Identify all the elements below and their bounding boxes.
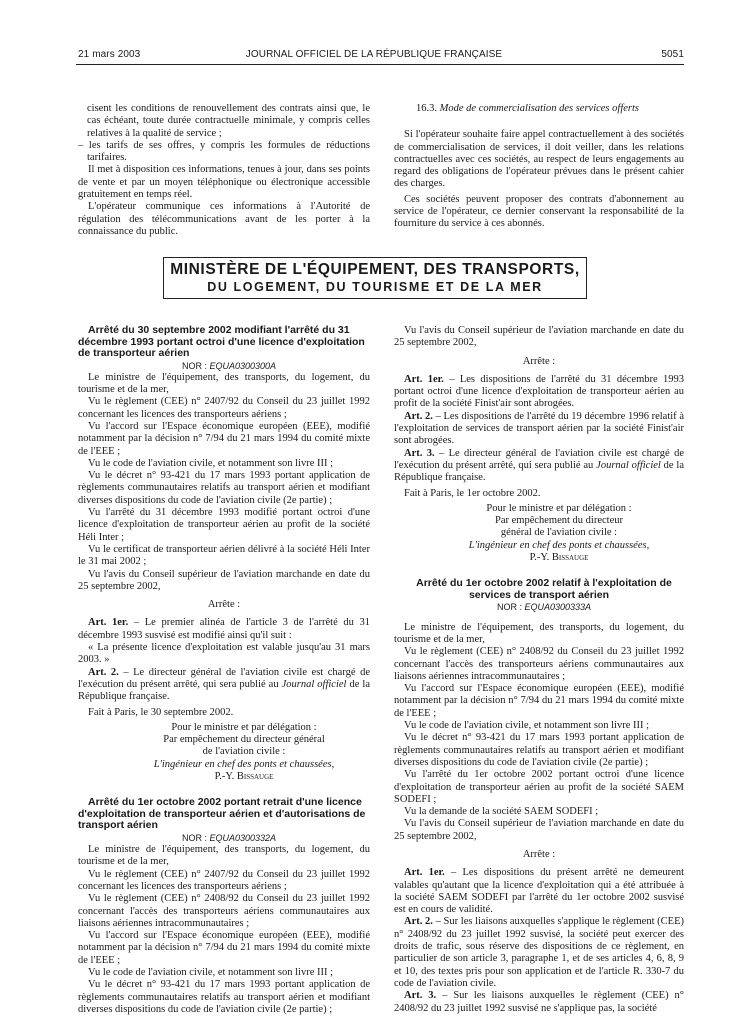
paragraph: Vu l'accord sur l'Espace économique européen (EEE), modifié notamment par la décision n° 7/94 du 21 mars 1994 du comité mixte de l'EEE ; [78,930,370,966]
signature-line: Par empêchement du directeur général [163,734,325,746]
ministry-line-1: MINISTÈRE DE L'ÉQUIPEMENT, DES TRANSPORTS, [170,261,580,278]
paragraph: Le ministre de l'équipement, des transports, du logement, du tourisme et de la mer, [78,371,370,396]
signatory-name: P.-Y. Bissauge [529,552,589,564]
signature-line: de l'aviation civile : [202,746,286,758]
paragraph: Vu le règlement (CEE) n° 2407/92 du Conseil du 23 juillet 1992 concernant les licences des transporteurs aériens ; [78,868,370,892]
paragraph: Vu le décret n° 93-421 du 17 mars 1993 portant application de règlements communautaires relatifs au transport aérien et modifiant diverses dispositions du code de l'aviation civile (2e partie) ; [394,732,684,768]
signatory-name: P.-Y. Bissauge [214,771,274,782]
paragraph: Vu l'avis du Conseil supérieur de l'aviation marchande en date du 25 septembre 2002, [78,568,370,592]
header-rule [76,64,684,65]
paragraph: Vu l'avis du Conseil supérieur de l'aviation marchande en date du 25 septembre 2002, [394,818,684,842]
paragraph: cisent les conditions de renouvellement des contrats ainsi que, le cas échéant, toute durée contractuelle minimale, y compris celles relatives à la qualité de service ; [87,103,370,139]
paragraph: Vu le code de l'aviation civile, et notamment son livre III ; [404,720,650,732]
paragraph: Vu le règlement (CEE) n° 2408/92 du Conseil du 23 juillet 1992 concernant l'accès des transporteurs aériens communautaires aux liaisons aériennes intracommunautaires ; [78,893,370,929]
paragraph: Vu l'arrêté du 31 décembre 1993 modifié portant octroi d'une licence d'exploitation de transporteur aérien au profit de la société Héli Inter ; [78,507,370,543]
article-2 [394,916,684,990]
fait-a-paris: Fait à Paris, le 1er octobre 2002. [404,487,541,499]
arrete-1-nor [78,360,370,372]
top-right-column [394,103,684,231]
journal-officiel-ref: Journal officiel [281,678,347,690]
paragraph: Il met à disposition ces informations, tenues à jour, dans ses points de vente et par un moyen téléphonique ou électronique accessible gratuitement en temps réel. [78,164,370,201]
header-page-number: 5051 [661,49,684,60]
paragraph: Ces sociétés peuvent proposer des contrats d'abonnement au service de l'opérateur, ce dernier conservant la responsabilité de la fourniture du service à ces abonnés. [394,193,684,230]
paragraph: Vu le règlement (CEE) n° 2408/92 du Conseil du 23 juillet 1992 concernant l'accès des transporteurs aériens communautaires aux liaisons aériennes intracommunautaires ; [394,646,684,682]
article-1 [78,617,370,642]
arrete-heading: Arrête : [522,355,556,367]
article-3 [394,990,684,1015]
arrete-2-nor [78,832,370,844]
arrete-3-nor [394,601,684,613]
article-text: – Le directeur général de l'aviation civile est chargé de l'exécution du présent arrêté, qui sera publié au [394,447,684,471]
article-text: – Les dispositions du présent arrêté ne demeurent valables qu'autant que la licence d'exploitation qui a été attribuée à la société SAEM SODEFI par l'arrêté du 1er octobre 2002 susvisé est en cours de validité. [394,867,684,916]
paragraph: Vu l'accord sur l'Espace économique européen (EEE), modifié notamment par la décision n° 7/94 du 21 mars 1994 du comité mixte de l'EEE ; [78,420,370,457]
journal-officiel-ref: Journal officiel [596,459,661,471]
article-text: – Les dispositions de l'arrêté du 31 décembre 1993 portant octroi d'une licence d'exploitation de transporteur aérien au profit de la société Finist'air sont abrogées. [394,373,684,410]
arrete-1-title: Arrêté du 30 septembre 2002 modifiant l'arrêté du 31 décembre 1993 portant octroi d'une licence d'exploitation de transporteur aérien [78,324,365,359]
arrete-heading: Arrête : [207,599,241,611]
signature-line: Par empêchement du directeur [495,515,623,527]
paragraph: Vu le règlement (CEE) n° 2407/92 du Conseil du 23 juillet 1992 concernant les licences des transporteurs aériens ; [78,396,370,420]
section-number: 16.3. [416,103,437,114]
paragraph: Vu le code de l'aviation civile, et notamment son livre III ; [88,967,334,979]
article-text: – Le directeur général de l'aviation civile est chargé de l'exécution du présent arrêté, qui sera publié au [78,666,370,690]
left-column [78,325,370,1016]
header-date: 21 mars 2003 [78,49,141,60]
quote: « La présente licence d'exploitation est valable jusqu'au 31 mars 2003. » [78,642,370,666]
paragraph: Si l'opérateur souhaite faire appel contractuellement à des sociétés de commercialisation de services, il doit veiller, dans les relations contractuelles avec ces sociétés, au respect de leurs engagements au regard des obligations de l'opérateur prévues dans le présent cahier des charges. [394,129,684,190]
article-label: Art. 1er. [404,373,444,385]
article-text: – Sur les liaisons auxquelles s'applique le règlement (CEE) n° 2408/92 du 23 juillet 1992 susvisé, la société peut exercer des droits de trafic, sous réserve des dispositions de ce règlement, en particulier de son article 3, paragraphe 1, et de ses articles 4, 6, 8, 9 et 10, des textes pris pour son application et de l'article R. 330-7 du code de l'aviation civile. [394,916,684,989]
paragraph: Vu l'accord sur l'Espace économique européen (EEE), modifié notamment par la décision n° 7/94 du 21 mars 1994 du comité mixte de l'EEE ; [394,683,684,719]
header-journal-title: JOURNAL OFFICIEL DE LA RÉPUBLIQUE FRANÇAISE [245,49,503,60]
paragraph: Le ministre de l'équipement, des transports, du logement, du tourisme et de la mer, [78,844,370,868]
list-item: – les tarifs de ses offres, y compris les formules de réductions tarifaires. [78,139,370,164]
nor-label: NOR : [496,602,525,613]
article-label: Art. 3. [404,447,435,459]
article-1 [394,374,684,411]
arrete-3-title: Arrêté du 1er octobre 2002 relatif à l'exploitation de services de transport aérien [416,577,672,601]
signature-line: général de l'aviation civile : [500,527,618,539]
arrete-heading: Arrête : [522,848,556,860]
signature-line: Pour le ministre et par délégation : [171,721,317,733]
article-label: Art. 2. [404,410,433,422]
nor-code: EQUA0300333A [524,602,592,613]
paragraph: Vu le décret n° 93-421 du 17 mars 1993 portant application de règlements communautaires relatifs au transport aérien et modifiant diverses dispositions du code de l'aviation civile (2e partie) ; [78,979,370,1015]
article-1 [394,867,684,916]
article-text: – Sur les liaisons auxquelles le règlement (CEE) n° 2408/92 du 23 juillet 1992 susvisé ne s'applique pas, la société [394,990,684,1014]
section-heading [394,103,684,115]
paragraph: Vu le décret n° 93-421 du 17 mars 1993 portant application de règlements communautaires relatifs au transport aérien et modifiant diverses dispositions du code de l'aviation civile (2e partie) ; [78,470,370,506]
paragraph: Vu l'arrêté du 1er octobre 2002 portant octroi d'une licence d'exploitation de transporteur aérien au profit de la société SAEM SODEFI ; [394,769,684,805]
arrete-2-title: Arrêté du 1er octobre 2002 portant retrait d'une licence d'exploitation de transporteur aérien et d'autorisations de transport aérien [78,796,366,832]
right-column [394,325,684,1015]
article-text: de la République française. [78,678,370,703]
nor-label: NOR : [181,360,210,371]
signature-title: L'ingénieur en chef des ponts et chaussées, [153,758,335,770]
section-title: Mode de commercialisation des services offerts [439,103,639,114]
paragraph: Vu le certificat de transporteur aérien délivré à la société Héli Inter le 31 mai 2002 ; [78,543,370,568]
article-label: Art. 2. [404,916,433,928]
article-3 [394,448,684,485]
nor-label: NOR : [181,832,210,843]
paragraph: L'opérateur communique ces informations à l'Autorité de régulation des télécommunications avant de les porter à la connaissance du public. [78,201,370,237]
article-label: Art. 2. [88,666,119,678]
paragraph: Le ministre de l'équipement, des transports, du logement, du tourisme et de la mer, [394,621,684,645]
article-label: Art. 1er. [404,867,445,879]
top-left-column [78,103,370,238]
nor-code: EQUA0300332A [209,832,277,843]
fait-a-paris: Fait à Paris, le 30 septembre 2002. [88,706,234,718]
article-text: – Le premier alinéa de l'article 3 de l'arrêté du 31 décembre 1993 susvisé est modifié ainsi qu'il suit : [78,617,370,641]
ministry-line-2: DU LOGEMENT, DU TOURISME ET DE LA MER [207,280,543,294]
article-text: – Les dispositions de l'arrêté du 19 décembre 1996 relatif à l'exploitation de services de transport aérien par la société Finist'air sont abrogées. [394,410,684,447]
article-2 [78,667,370,704]
nor-code: EQUA0300300A [209,360,277,371]
paragraph: Vu le code de l'aviation civile, et notamment son livre III ; [88,457,334,469]
paragraph: Vu l'avis du Conseil supérieur de l'aviation marchande en date du 25 septembre 2002, [394,325,684,349]
ministry-banner [163,257,587,299]
signature-line: Pour le ministre et par délégation : [486,502,632,514]
article-text: de la République française. [394,459,684,484]
article-label: Art. 3. [404,990,437,1002]
signature-title: L'ingénieur en chef des ponts et chaussées, [468,539,650,551]
article-label: Art. 1er. [88,617,129,629]
article-2 [394,411,684,448]
paragraph: Vu la demande de la société SAEM SODEFI ; [404,806,599,818]
